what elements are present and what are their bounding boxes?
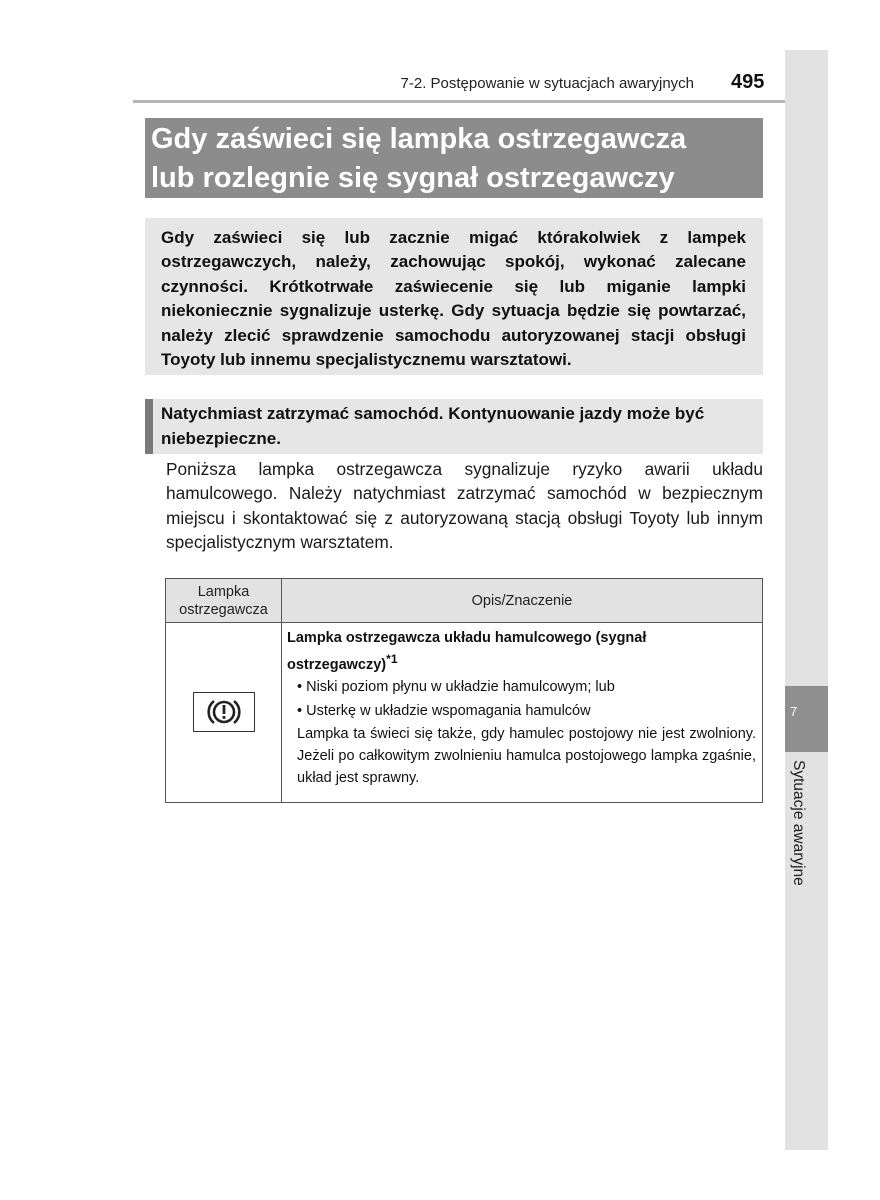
header-rule: [133, 100, 785, 103]
list-item: • Usterkę w układzie wspomagania hamulców: [297, 702, 591, 719]
header-section-title: 7-2. Postępowanie w sytuacjach awaryjnych: [400, 75, 694, 92]
section-title-line-2: lub rozlegnie się sygnał ostrzegawczy: [151, 162, 675, 194]
section-title-line-1: Gdy zaświeci się lampka ostrzegawcza: [151, 123, 687, 155]
intro-text: Gdy zaświeci się lub zacznie migać którakolwiek z lampek ostrzegawczych, należy, zachowując spokój, wykonać zalecane czynności. Krótkotrwałe zaświecenie się lub miganie lampki niekoniecznie sygnalizuje usterkę. Gdy sytuacja będzie się powtarzać, należy zlecić sprawdzenie samochodu autoryzowanej stacji obsługi Toyoty lub innemu specjalistycznemu warsztatowi.: [161, 228, 746, 370]
lamp-note: Lampka ta świeci się także, gdy hamulec postojowy nie jest zwolniony. Jeżeli po całkowitym zwolnieniu hamulca postojowego lampka zgaśnie, układ jest sprawny.: [297, 725, 756, 786]
table-header-lamp: [166, 579, 282, 623]
lamp-name-text: Lampka ostrzegawcza układu hamulcowego (sygnał ostrzegawczy): [287, 630, 647, 673]
chapter-tab: [785, 686, 828, 752]
brake-warning-icon: [193, 692, 255, 732]
warning-heading-bar: [145, 399, 153, 454]
lamp-icon-cell: [166, 623, 282, 803]
page-number: 495: [731, 71, 765, 93]
lamp-footnote: *1: [386, 651, 398, 666]
table-row: [166, 623, 763, 803]
list-item: • Niski poziom płynu w układzie hamulcowym; lub: [297, 678, 615, 695]
lamp-name: [287, 628, 756, 675]
table-header-lamp-line-2: ostrzegawcza: [179, 601, 268, 618]
table-header-description: Opis/Znaczenie: [282, 579, 763, 623]
section-title: [145, 118, 763, 198]
warning-heading-box: [145, 399, 763, 454]
warning-heading-text: Natychmiast zatrzymać samochód. Kontynuowanie jazdy może być niebezpieczne.: [161, 404, 705, 448]
body-paragraph: Poniższa lampka ostrzegawcza sygnalizuje ryzyko awarii układu hamulcowego. Należy natychmiast zatrzymać samochód w bezpiecznym miejscu i skontaktować się z autoryzowaną stacją obsługi Toyoty lub innym specjalistycznym warsztatem.: [166, 459, 763, 552]
warning-lamp-table: [165, 578, 763, 803]
chapter-tab-label: Sytuacje awaryjne: [790, 760, 807, 886]
table-header-row: [166, 579, 763, 623]
intro-box: [145, 218, 763, 375]
chapter-tab-number: 7: [790, 704, 798, 719]
table-header-lamp-line-1: Lampka: [197, 583, 250, 600]
lamp-causes-list: [287, 675, 756, 723]
lamp-description-cell: [282, 623, 763, 803]
side-strip: [785, 50, 828, 1150]
